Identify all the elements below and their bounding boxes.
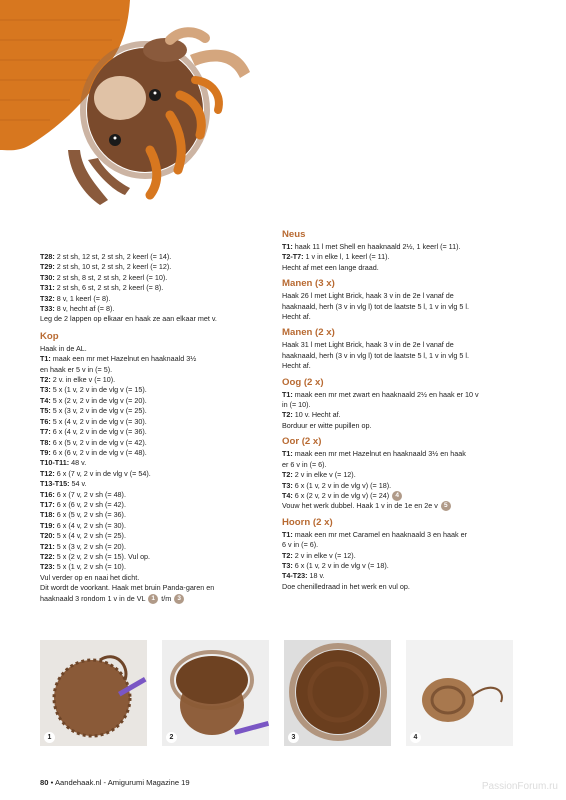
instruction-row (282, 252, 522, 262)
instruction-row (40, 521, 262, 531)
instruction-row (40, 283, 262, 293)
instruction-row (40, 406, 262, 416)
row-text: 5 x (3 v, 2 v in de vlg v (= 25). (50, 406, 147, 416)
row-text: 6 x (6 v, 2 v sh (= 42). (54, 499, 126, 509)
rows-oog (282, 390, 522, 432)
instruction-row (282, 340, 522, 350)
row-key: T16: (40, 489, 55, 499)
step-photo-2 (162, 640, 269, 746)
instruction-row (40, 273, 262, 283)
rows-kop (40, 344, 262, 594)
row-key: T29: (40, 262, 55, 272)
instruction-row (40, 438, 262, 448)
instruction-row (282, 351, 522, 361)
row-text: 6 x (5 v, 2 v in de vlg v (= 42). (50, 437, 147, 447)
row-text: Hecht af met een lange draad. (282, 262, 379, 272)
row-text: maak een mr met zwart en haaknaald 2½ en haak er 10 v (292, 389, 479, 399)
row-key: T1: (282, 242, 293, 251)
row-text: Vul verder op en naai het dicht. (40, 572, 140, 582)
row-text: 6 x (1 v, 2 v in de vlg v (= 18). (292, 560, 389, 570)
row-key: T20: (40, 531, 55, 541)
row-text: 5 x (1 v, 2 v in de vlg v (= 15). (50, 385, 147, 395)
row-text: Hecht af. (282, 312, 311, 322)
instruction-row (40, 562, 262, 572)
right-column (282, 229, 522, 592)
rows-oor (282, 449, 522, 491)
heading-hoorn: Hoorn (2 x) (282, 516, 333, 528)
row-key: T1: (40, 354, 51, 364)
rows-t28-t33 (40, 252, 262, 325)
row-key: T19: (40, 520, 55, 530)
row-key: T13-T15: (40, 479, 70, 489)
row-key: T1: (282, 529, 293, 539)
heading-oog: Oog (2 x) (282, 376, 324, 388)
row-key: T30: (40, 272, 55, 282)
instruction-row (40, 354, 262, 364)
row-text: 5 x (3 v, 2 v sh (= 20). (54, 541, 126, 551)
instruction-row (282, 242, 522, 252)
instruction-row (282, 561, 522, 571)
row-text: 6 x (4 v, 2 v sh (= 30). (54, 520, 126, 530)
row-key: T2: (40, 375, 51, 385)
instruction-row (40, 552, 262, 562)
row-text: 48 v. (69, 458, 87, 468)
photo-number: 1 (44, 732, 55, 743)
instruction-row (40, 490, 262, 500)
row-text: Dit wordt de voorkant. Haak met bruin Panda-garen en (40, 583, 215, 593)
row-text: Leg de 2 lappen op elkaar en haak ze aan elkaar met v. (40, 314, 217, 324)
row-text: 6 x (5 v, 2 v sh (= 36). (54, 510, 126, 520)
instruction-row (282, 449, 522, 459)
step-photo-4 (406, 640, 513, 746)
heading-oor: Oor (2 x) (282, 436, 322, 448)
row-text: 6 x (1 v, 2 v in de vlg v) (= 18). (292, 480, 392, 490)
rows-manen-3x (282, 291, 522, 322)
heading-neus: Neus (282, 229, 306, 240)
row-text: Haak 26 l met Light Brick, haak 3 v in de 2e l vanaf de (282, 291, 454, 301)
row-text: haaknaald, herh (3 v in vlg l) tot de laatste 5 l, 1 v in vlg 5 l. (282, 301, 469, 311)
row-text: 2 st sh, 12 st, 2 st sh, 2 keerl (= 14). (54, 252, 172, 261)
photo-number: 4 (410, 732, 421, 743)
row-text: 5 x (1 v, 2 v sh (= 10). (54, 562, 126, 572)
instruction-row (40, 294, 262, 304)
hero-image-highland-cow (0, 0, 270, 240)
row-key: T3: (40, 385, 51, 395)
instruction-row (40, 396, 262, 406)
row-text: 6 x (4 v, 2 v in de vlg v (= 36). (50, 427, 147, 437)
row-text: Doe chenilledraad in het werk en vul op. (282, 581, 410, 591)
oor-last-line (282, 501, 522, 511)
row-text: 6 x (7 v, 2 v in de vlg v (= 54). (54, 468, 151, 478)
row-text: 54 v. (69, 479, 87, 489)
row-key: T10-T11: (40, 458, 70, 468)
row-text: 2 v in elke v (= 12). (292, 470, 356, 480)
row-text: maak een mr met Caramel en haaknaald 3 en haak er (292, 529, 467, 539)
instruction-row (40, 314, 262, 324)
instruction-row (40, 510, 262, 520)
step-badge: 1 (148, 594, 158, 604)
row-text: 2 v. in elke v (= 10). (50, 375, 116, 385)
photo-number: 3 (288, 732, 299, 743)
row-text: 5 x (4 v, 2 v in de vlg v (= 30). (50, 416, 147, 426)
page-number: 80 (40, 778, 49, 787)
instruction-row (282, 481, 522, 491)
row-text: 2 st sh, 6 st, 2 st sh, 2 keerl (= 8). (54, 283, 164, 293)
footer-text: Aandehaak.nl - Amigurumi Magazine 19 (54, 778, 190, 787)
row-text: maak een mr met Hazelnut en haaknaald 3½ (50, 354, 197, 364)
row-key: T28: (40, 252, 55, 261)
instruction-row (282, 263, 522, 273)
row-text: 5 x (2 v, 2 v in de vlg v (= 20). (50, 395, 147, 405)
instruction-row (282, 540, 522, 550)
row-text: 5 x (2 v, 2 v sh (= 15). Vul op. (54, 551, 151, 561)
row-text: 2 st sh, 10 st, 2 st sh, 2 keerl (= 12). (54, 262, 172, 272)
instruction-row (282, 551, 522, 561)
instruction-row (40, 448, 262, 458)
row-text: 6 x (2 v, 2 v in de vlg v) (= 24) (292, 490, 390, 500)
instruction-row (282, 470, 522, 480)
instruction-row (282, 421, 522, 431)
instruction-row (40, 417, 262, 427)
instruction-row (40, 479, 262, 489)
row-key: T1: (282, 389, 293, 399)
kop-last-line (40, 594, 262, 604)
instruction-row (282, 302, 522, 312)
row-text: 10 v. Hecht af. (292, 410, 341, 420)
instruction-row (40, 458, 262, 468)
row-key: T3: (282, 560, 293, 570)
row-text: haak 11 l met Shell en haaknaald 2½, 1 keerl (= 11). (292, 242, 461, 251)
row-key: T2: (282, 410, 293, 420)
row-text: 8 v, 1 keerl (= 8). (54, 293, 111, 303)
instruction-row (40, 252, 262, 262)
row-key: T6: (40, 416, 51, 426)
watermark: PassionForum.ru (481, 781, 558, 792)
step-badge: 4 (392, 491, 402, 501)
row-text: Hecht af. (282, 361, 311, 371)
instruction-row (282, 291, 522, 301)
row-key: T4: (40, 395, 51, 405)
rows-manen-2x (282, 340, 522, 371)
row-text: Vouw het werk dubbel. Haak 1 v in de 1e en 2e v (282, 501, 438, 511)
row-text: in (= 10). (282, 400, 311, 410)
row-key: T4-T23: (282, 571, 308, 581)
row-key: T2-T7: (282, 252, 304, 262)
row-text: 5 x (4 v, 2 v sh (= 25). (54, 531, 126, 541)
row-key: T2: (282, 550, 293, 560)
instruction-row (40, 375, 262, 385)
row-text: 6 x (7 v, 2 v sh (= 48). (54, 489, 126, 499)
instruction-row (282, 530, 522, 540)
row-key: T23: (40, 562, 55, 572)
row-key: T21: (40, 541, 55, 551)
instruction-row (40, 365, 262, 375)
row-key: T12: (40, 468, 55, 478)
row-text: 2 st sh, 8 st, 2 st sh, 2 keerl (= 10). (54, 272, 168, 282)
row-text: haaknaald, herh (3 v in vlg l) tot de laatste 5 l, 1 v in vlg 5 l. (282, 350, 469, 360)
page-footer (40, 778, 190, 787)
oor-t4-line (282, 491, 522, 501)
instruction-row (40, 427, 262, 437)
row-key: T18: (40, 510, 55, 520)
heading-kop: Kop (40, 330, 59, 342)
row-text: 6 v in (= 6). (282, 540, 319, 550)
instruction-row (282, 312, 522, 322)
row-key: T4: (282, 490, 293, 500)
row-key: T9: (40, 447, 51, 457)
rows-neus (282, 242, 522, 273)
row-text: Haak in de AL. (40, 343, 87, 353)
left-column (40, 252, 262, 604)
instruction-row (40, 542, 262, 552)
row-key: T33: (40, 304, 55, 314)
instruction-row (40, 583, 262, 593)
row-text: 2 v in elke v (= 12). (292, 550, 356, 560)
instruction-row (282, 361, 522, 371)
row-key: T17: (40, 499, 55, 509)
instruction-row (40, 304, 262, 314)
photo-number: 2 (166, 732, 177, 743)
instruction-row (282, 400, 522, 410)
instruction-row (40, 469, 262, 479)
instruction-row (282, 410, 522, 420)
row-text: en haak er 5 v in (= 5). (40, 364, 113, 374)
instruction-row (40, 531, 262, 541)
instruction-row (40, 344, 262, 354)
instruction-row (40, 262, 262, 272)
row-text: er 6 v in (= 6). (282, 459, 327, 469)
instruction-row (282, 460, 522, 470)
step-photo-3 (284, 640, 391, 746)
row-key: T1: (282, 449, 293, 459)
row-key: T5: (40, 406, 51, 416)
instruction-row (282, 582, 522, 592)
row-text: 1 v in elke l, 1 keerl (= 11). (303, 252, 390, 262)
row-key: T7: (40, 427, 51, 437)
instruction-row (40, 385, 262, 395)
step-badge: 3 (174, 594, 184, 604)
row-text: 18 v. (307, 571, 325, 581)
row-text: 6 x (6 v, 2 v in de vlg v (= 48). (50, 447, 147, 457)
instruction-row (40, 573, 262, 583)
instruction-row (40, 500, 262, 510)
row-key: T32: (40, 293, 55, 303)
row-key: T22: (40, 551, 55, 561)
row-text: Borduur er witte pupillen op. (282, 420, 372, 430)
instruction-row (282, 390, 522, 400)
rows-hoorn (282, 530, 522, 592)
row-text: maak een mr met Hazelnut en haaknaald 3½ en haak (292, 449, 466, 459)
footer-bullet: • (50, 778, 54, 787)
kop-last-mid: t/m (161, 593, 172, 603)
row-text: 8 v, hecht af (= 8). (54, 304, 115, 314)
heading-manen-2x: Manen (2 x) (282, 327, 335, 339)
instruction-row (282, 571, 522, 581)
kop-last-text: haaknaald 3 rondom 1 v in de VL (40, 593, 146, 603)
step-badge: 5 (441, 501, 451, 511)
row-key: T2: (282, 470, 293, 480)
row-key: T3: (282, 480, 293, 490)
step-photo-1 (40, 640, 147, 746)
row-text: Haak 31 l met Light Brick, haak 3 v in de 2e l vanaf de (282, 340, 454, 350)
step-photos (40, 640, 524, 746)
row-key: T8: (40, 437, 51, 447)
heading-manen-3x: Manen (3 x) (282, 278, 335, 290)
row-key: T31: (40, 283, 55, 293)
